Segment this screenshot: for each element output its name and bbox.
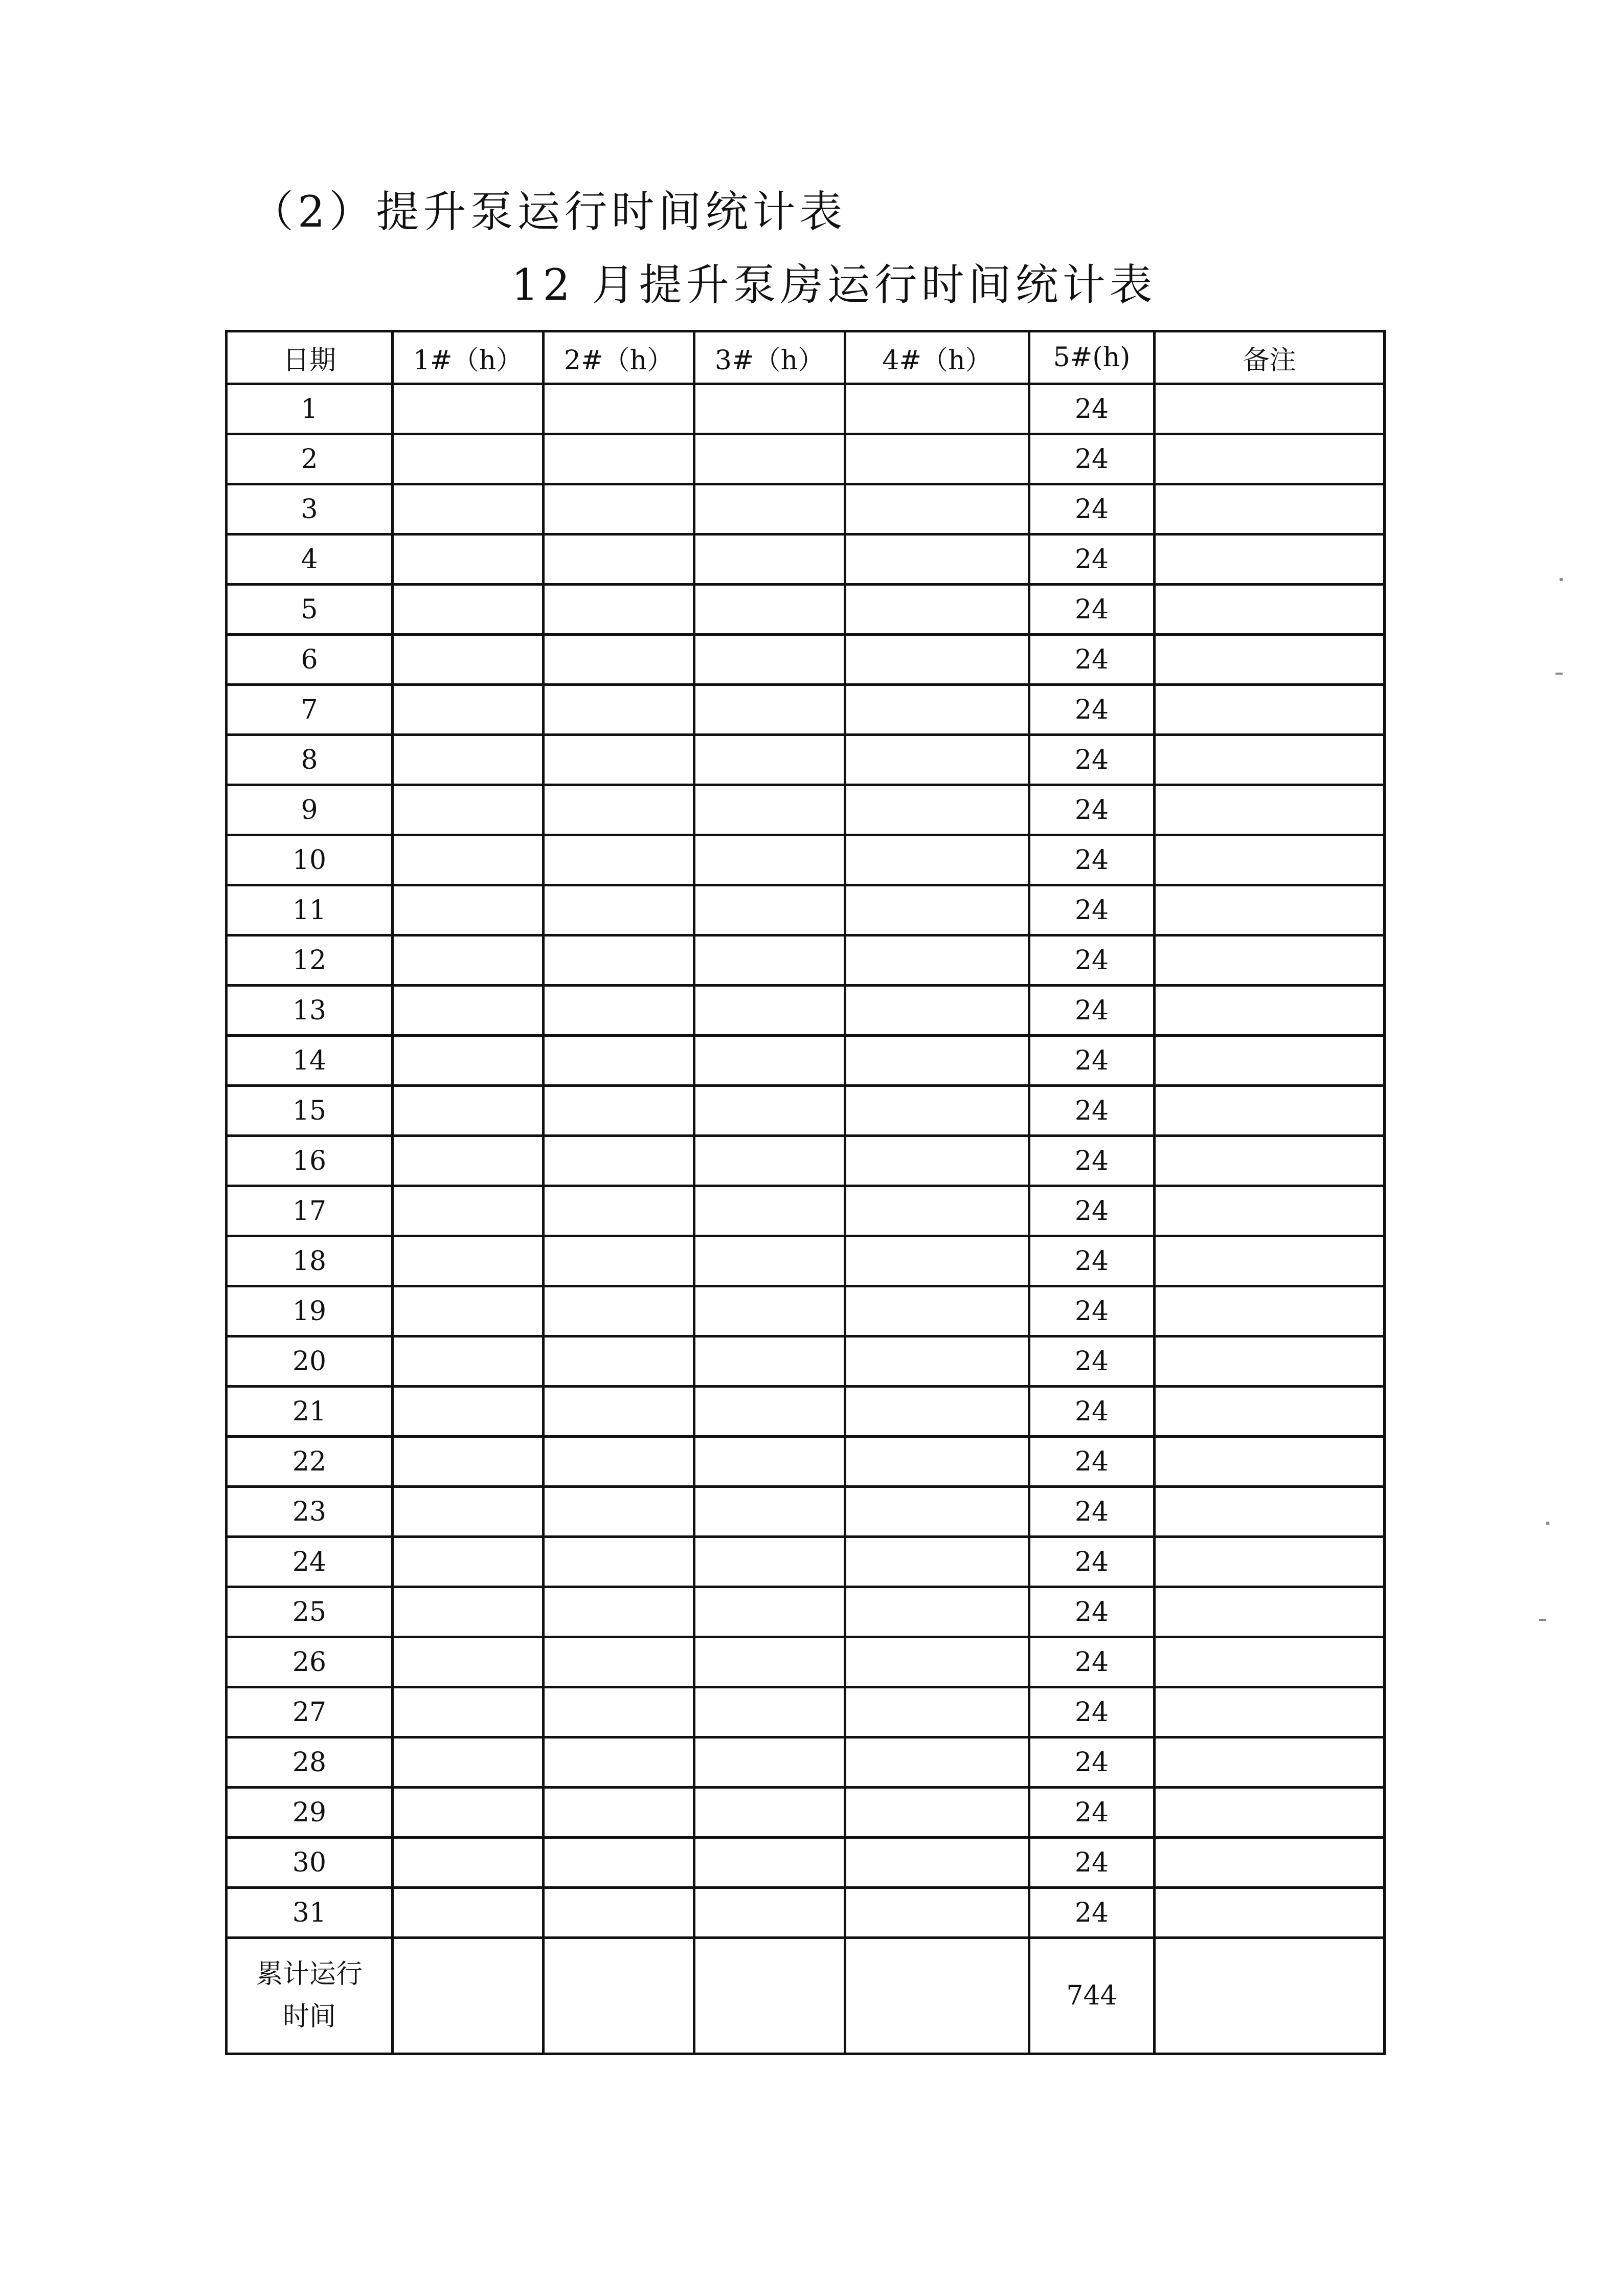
pump-1-cell (393, 1487, 544, 1537)
remarks-cell (1155, 635, 1385, 685)
pump-4-cell (845, 1136, 1029, 1186)
pump-3-cell (694, 434, 845, 484)
pump-3-cell (694, 1687, 845, 1737)
remarks-cell (1155, 1838, 1385, 1888)
pump-3-cell (694, 1637, 845, 1687)
day-cell: 5 (227, 585, 393, 635)
pump-2-cell (544, 1587, 694, 1637)
pump-4-cell (845, 1186, 1029, 1236)
pump-5-cell: 24 (1029, 434, 1155, 484)
pump-1-cell (393, 1788, 544, 1838)
pump-5-cell: 24 (1029, 935, 1155, 986)
pump-3-cell (694, 1888, 845, 1938)
pump-4-cell (845, 1086, 1029, 1136)
pump-4-cell (845, 1788, 1029, 1838)
pump-1-cell (393, 986, 544, 1036)
total-label-line-2: 时间 (282, 2001, 336, 2032)
pump-2-cell (544, 484, 694, 534)
pump-1-cell (393, 1387, 544, 1437)
pump-4-cell (845, 1487, 1029, 1537)
pump-2-cell (544, 1236, 694, 1286)
pump-4-cell (845, 1336, 1029, 1387)
total-pump-2 (544, 1938, 694, 2054)
pump-1-cell (393, 1537, 544, 1587)
total-remarks (1155, 1938, 1385, 2054)
day-cell: 9 (227, 785, 393, 835)
pump-1-cell (393, 635, 544, 685)
remarks-cell (1155, 835, 1385, 885)
table-row (227, 1036, 1385, 1086)
pump-1-cell (393, 1587, 544, 1637)
table-row (227, 785, 1385, 835)
header-row (227, 331, 1385, 384)
day-cell: 7 (227, 685, 393, 735)
remarks-cell (1155, 1687, 1385, 1737)
table-row (227, 384, 1385, 434)
pump-1-cell (393, 1186, 544, 1236)
pump-5-cell: 24 (1029, 1437, 1155, 1487)
scan-speck (1556, 673, 1563, 675)
pump-4-cell (845, 986, 1029, 1036)
table-row (227, 534, 1385, 585)
pump-3-cell (694, 935, 845, 986)
pump-1-cell (393, 1286, 544, 1336)
table-row (227, 585, 1385, 635)
remarks-cell (1155, 1036, 1385, 1086)
remarks-cell (1155, 585, 1385, 635)
pump-1-cell (393, 384, 544, 434)
table-row (227, 1788, 1385, 1838)
day-cell: 23 (227, 1487, 393, 1537)
pump-4-cell (845, 1387, 1029, 1437)
table-row (227, 635, 1385, 685)
remarks-cell (1155, 1236, 1385, 1286)
table-row (227, 885, 1385, 935)
pump-3-cell (694, 1236, 845, 1286)
pump-5-cell: 24 (1029, 1186, 1155, 1236)
pump-1-cell (393, 935, 544, 986)
remarks-cell (1155, 1487, 1385, 1537)
pump-4-cell (845, 585, 1029, 635)
pump-3-cell (694, 1286, 845, 1336)
table-row (227, 1387, 1385, 1437)
pump-5-cell: 24 (1029, 835, 1155, 885)
pump-5-cell: 24 (1029, 484, 1155, 534)
remarks-cell (1155, 1537, 1385, 1587)
pump-1-cell (393, 1036, 544, 1086)
pump-1-cell (393, 484, 544, 534)
pump-1-cell (393, 1236, 544, 1286)
pump-5-cell: 24 (1029, 534, 1155, 585)
pump-3-cell (694, 1336, 845, 1387)
pump-4-cell (845, 1637, 1029, 1687)
pump-1-cell (393, 1737, 544, 1788)
pump-2-cell (544, 1437, 694, 1487)
table-row (227, 1236, 1385, 1286)
pump-4-cell (845, 685, 1029, 735)
total-label (227, 1938, 393, 2054)
pump-4-cell (845, 835, 1029, 885)
pump-5-cell: 24 (1029, 1788, 1155, 1838)
table-row (227, 935, 1385, 986)
pump-2-cell (544, 1838, 694, 1888)
table-row (227, 1838, 1385, 1888)
pump-4-cell (845, 885, 1029, 935)
table-row (227, 1286, 1385, 1336)
pump-2-cell (544, 1286, 694, 1336)
pump-runtime-table (225, 330, 1386, 2055)
pump-5-cell: 24 (1029, 885, 1155, 935)
header-pump-1: 1#（h） (393, 331, 544, 384)
pump-5-cell: 24 (1029, 1136, 1155, 1186)
pump-1-cell (393, 785, 544, 835)
pump-5-cell: 24 (1029, 1737, 1155, 1788)
day-cell: 17 (227, 1186, 393, 1236)
pump-1-cell (393, 1888, 544, 1938)
pump-1-cell (393, 1637, 544, 1687)
pump-3-cell (694, 835, 845, 885)
pump-1-cell (393, 1838, 544, 1888)
pump-4-cell (845, 534, 1029, 585)
day-cell: 13 (227, 986, 393, 1036)
pump-5-cell: 24 (1029, 1487, 1155, 1537)
pump-3-cell (694, 1737, 845, 1788)
day-cell: 8 (227, 735, 393, 785)
pump-4-cell (845, 635, 1029, 685)
table-body (227, 384, 1385, 1938)
table-row (227, 1687, 1385, 1737)
pump-2-cell (544, 534, 694, 585)
total-row (227, 1938, 1385, 2054)
day-cell: 4 (227, 534, 393, 585)
table-row (227, 986, 1385, 1036)
day-cell: 21 (227, 1387, 393, 1437)
day-cell: 26 (227, 1637, 393, 1687)
day-cell: 22 (227, 1437, 393, 1487)
day-cell: 16 (227, 1136, 393, 1186)
pump-4-cell (845, 1587, 1029, 1637)
pump-2-cell (544, 384, 694, 434)
day-cell: 1 (227, 384, 393, 434)
pump-3-cell (694, 534, 845, 585)
pump-4-cell (845, 735, 1029, 785)
pump-1-cell (393, 1437, 544, 1487)
pump-3-cell (694, 885, 845, 935)
day-cell: 25 (227, 1587, 393, 1637)
header-pump-3: 3#（h） (694, 331, 845, 384)
day-cell: 20 (227, 1336, 393, 1387)
header-pump-2: 2#（h） (544, 331, 694, 384)
remarks-cell (1155, 484, 1385, 534)
remarks-cell (1155, 1437, 1385, 1487)
pump-2-cell (544, 935, 694, 986)
table-row (227, 1637, 1385, 1687)
pump-5-cell: 24 (1029, 1036, 1155, 1086)
pump-1-cell (393, 685, 544, 735)
remarks-cell (1155, 1286, 1385, 1336)
pump-3-cell (694, 1186, 845, 1236)
day-cell: 31 (227, 1888, 393, 1938)
table-row (227, 835, 1385, 885)
pump-3-cell (694, 986, 845, 1036)
day-cell: 24 (227, 1537, 393, 1587)
pump-4-cell (845, 1888, 1029, 1938)
day-cell: 14 (227, 1036, 393, 1086)
pump-1-cell (393, 835, 544, 885)
pump-5-cell: 24 (1029, 1086, 1155, 1136)
remarks-cell (1155, 1737, 1385, 1788)
day-cell: 6 (227, 635, 393, 685)
total-label-line-1: 累计运行 (256, 1958, 363, 1990)
pump-4-cell (845, 1286, 1029, 1336)
pump-5-cell: 24 (1029, 1888, 1155, 1938)
day-cell: 12 (227, 935, 393, 986)
pump-3-cell (694, 1838, 845, 1888)
remarks-cell (1155, 785, 1385, 835)
pump-5-cell: 24 (1029, 785, 1155, 835)
table-row (227, 735, 1385, 785)
day-cell: 30 (227, 1838, 393, 1888)
pump-3-cell (694, 1036, 845, 1086)
pump-2-cell (544, 434, 694, 484)
pump-4-cell (845, 935, 1029, 986)
pump-2-cell (544, 835, 694, 885)
pump-2-cell (544, 1036, 694, 1086)
pump-1-cell (393, 1136, 544, 1186)
day-cell: 29 (227, 1788, 393, 1838)
pump-2-cell (544, 1387, 694, 1437)
table-row (227, 1086, 1385, 1136)
pump-1-cell (393, 1086, 544, 1136)
pump-3-cell (694, 785, 845, 835)
pump-5-cell: 24 (1029, 1687, 1155, 1737)
remarks-cell (1155, 1086, 1385, 1136)
remarks-cell (1155, 1888, 1385, 1938)
scan-speck (1539, 1619, 1546, 1621)
remarks-cell (1155, 1136, 1385, 1186)
pump-5-cell: 24 (1029, 585, 1155, 635)
day-cell: 10 (227, 835, 393, 885)
table-row (227, 1737, 1385, 1788)
pump-2-cell (544, 785, 694, 835)
remarks-cell (1155, 735, 1385, 785)
pump-1-cell (393, 735, 544, 785)
table-row (227, 1888, 1385, 1938)
table-title: 12 月提升泵房运行时间统计表 (511, 260, 1157, 310)
pump-1-cell (393, 434, 544, 484)
remarks-cell (1155, 384, 1385, 434)
pump-3-cell (694, 1587, 845, 1637)
pump-4-cell (845, 1687, 1029, 1737)
pump-3-cell (694, 1487, 845, 1537)
pump-4-cell (845, 785, 1029, 835)
pump-5-cell: 24 (1029, 986, 1155, 1036)
pump-4-cell (845, 434, 1029, 484)
pump-2-cell (544, 635, 694, 685)
pump-5-cell: 24 (1029, 1286, 1155, 1336)
pump-1-cell (393, 1336, 544, 1387)
pump-3-cell (694, 635, 845, 685)
pump-4-cell (845, 1537, 1029, 1587)
table-row (227, 1136, 1385, 1186)
pump-4-cell (845, 1036, 1029, 1086)
pump-4-cell (845, 1737, 1029, 1788)
pump-3-cell (694, 585, 845, 635)
table-row (227, 1537, 1385, 1587)
pump-1-cell (393, 1687, 544, 1737)
pump-5-cell: 24 (1029, 384, 1155, 434)
pump-2-cell (544, 585, 694, 635)
pump-4-cell (845, 1838, 1029, 1888)
pump-3-cell (694, 1136, 845, 1186)
pump-5-cell: 24 (1029, 1637, 1155, 1687)
pump-5-cell: 24 (1029, 1587, 1155, 1637)
pump-2-cell (544, 1186, 694, 1236)
pump-2-cell (544, 1637, 694, 1687)
remarks-cell (1155, 685, 1385, 735)
total-pump-5: 744 (1029, 1938, 1155, 2054)
header-remarks: 备注 (1155, 331, 1385, 384)
remarks-cell (1155, 885, 1385, 935)
day-cell: 11 (227, 885, 393, 935)
pump-4-cell (845, 484, 1029, 534)
remarks-cell (1155, 434, 1385, 484)
pump-3-cell (694, 384, 845, 434)
pump-5-cell: 24 (1029, 635, 1155, 685)
pump-3-cell (694, 685, 845, 735)
pump-2-cell (544, 1537, 694, 1587)
remarks-cell (1155, 1788, 1385, 1838)
table-row (227, 1186, 1385, 1236)
day-cell: 18 (227, 1236, 393, 1286)
day-cell: 3 (227, 484, 393, 534)
header-pump-4: 4#（h） (845, 331, 1029, 384)
day-cell: 19 (227, 1286, 393, 1336)
pump-4-cell (845, 384, 1029, 434)
pump-2-cell (544, 1136, 694, 1186)
pump-2-cell (544, 1487, 694, 1537)
pump-3-cell (694, 484, 845, 534)
day-cell: 28 (227, 1737, 393, 1788)
pump-1-cell (393, 585, 544, 635)
pump-3-cell (694, 1437, 845, 1487)
remarks-cell (1155, 935, 1385, 986)
pump-4-cell (845, 1236, 1029, 1286)
remarks-cell (1155, 534, 1385, 585)
pump-2-cell (544, 885, 694, 935)
pump-2-cell (544, 1737, 694, 1788)
remarks-cell (1155, 1387, 1385, 1437)
table-row (227, 1437, 1385, 1487)
remarks-cell (1155, 1336, 1385, 1387)
pump-5-cell: 24 (1029, 1236, 1155, 1286)
pump-2-cell (544, 1336, 694, 1387)
pump-1-cell (393, 534, 544, 585)
pump-2-cell (544, 1788, 694, 1838)
pump-2-cell (544, 986, 694, 1036)
total-pump-1 (393, 1938, 544, 2054)
pump-2-cell (544, 1086, 694, 1136)
day-cell: 27 (227, 1687, 393, 1737)
header-date: 日期 (227, 331, 393, 384)
remarks-cell (1155, 986, 1385, 1036)
remarks-cell (1155, 1186, 1385, 1236)
table-row (227, 685, 1385, 735)
pump-5-cell: 24 (1029, 1387, 1155, 1437)
remarks-cell (1155, 1587, 1385, 1637)
pump-3-cell (694, 1387, 845, 1437)
remarks-cell (1155, 1637, 1385, 1687)
section-heading: （2）提升泵运行时间统计表 (251, 187, 847, 237)
pump-2-cell (544, 685, 694, 735)
table-row (227, 434, 1385, 484)
header-pump-5: 5#(h) (1029, 331, 1155, 384)
total-pump-4 (845, 1938, 1029, 2054)
pump-5-cell: 24 (1029, 1838, 1155, 1888)
scan-speck (1560, 578, 1563, 581)
pump-2-cell (544, 735, 694, 785)
pump-5-cell: 24 (1029, 735, 1155, 785)
pump-5-cell: 24 (1029, 1336, 1155, 1387)
day-cell: 2 (227, 434, 393, 484)
pump-2-cell (544, 1888, 694, 1938)
pump-3-cell (694, 1788, 845, 1838)
pump-5-cell: 24 (1029, 685, 1155, 735)
table-row (227, 484, 1385, 534)
table-row (227, 1336, 1385, 1387)
day-cell: 15 (227, 1086, 393, 1136)
pump-1-cell (393, 885, 544, 935)
pump-3-cell (694, 1086, 845, 1136)
pump-4-cell (845, 1437, 1029, 1487)
scan-speck (1546, 1522, 1549, 1525)
pump-2-cell (544, 1687, 694, 1737)
pump-5-cell: 24 (1029, 1537, 1155, 1587)
table-row (227, 1487, 1385, 1537)
total-pump-3 (694, 1938, 845, 2054)
pump-3-cell (694, 735, 845, 785)
pump-3-cell (694, 1537, 845, 1587)
table-row (227, 1587, 1385, 1637)
